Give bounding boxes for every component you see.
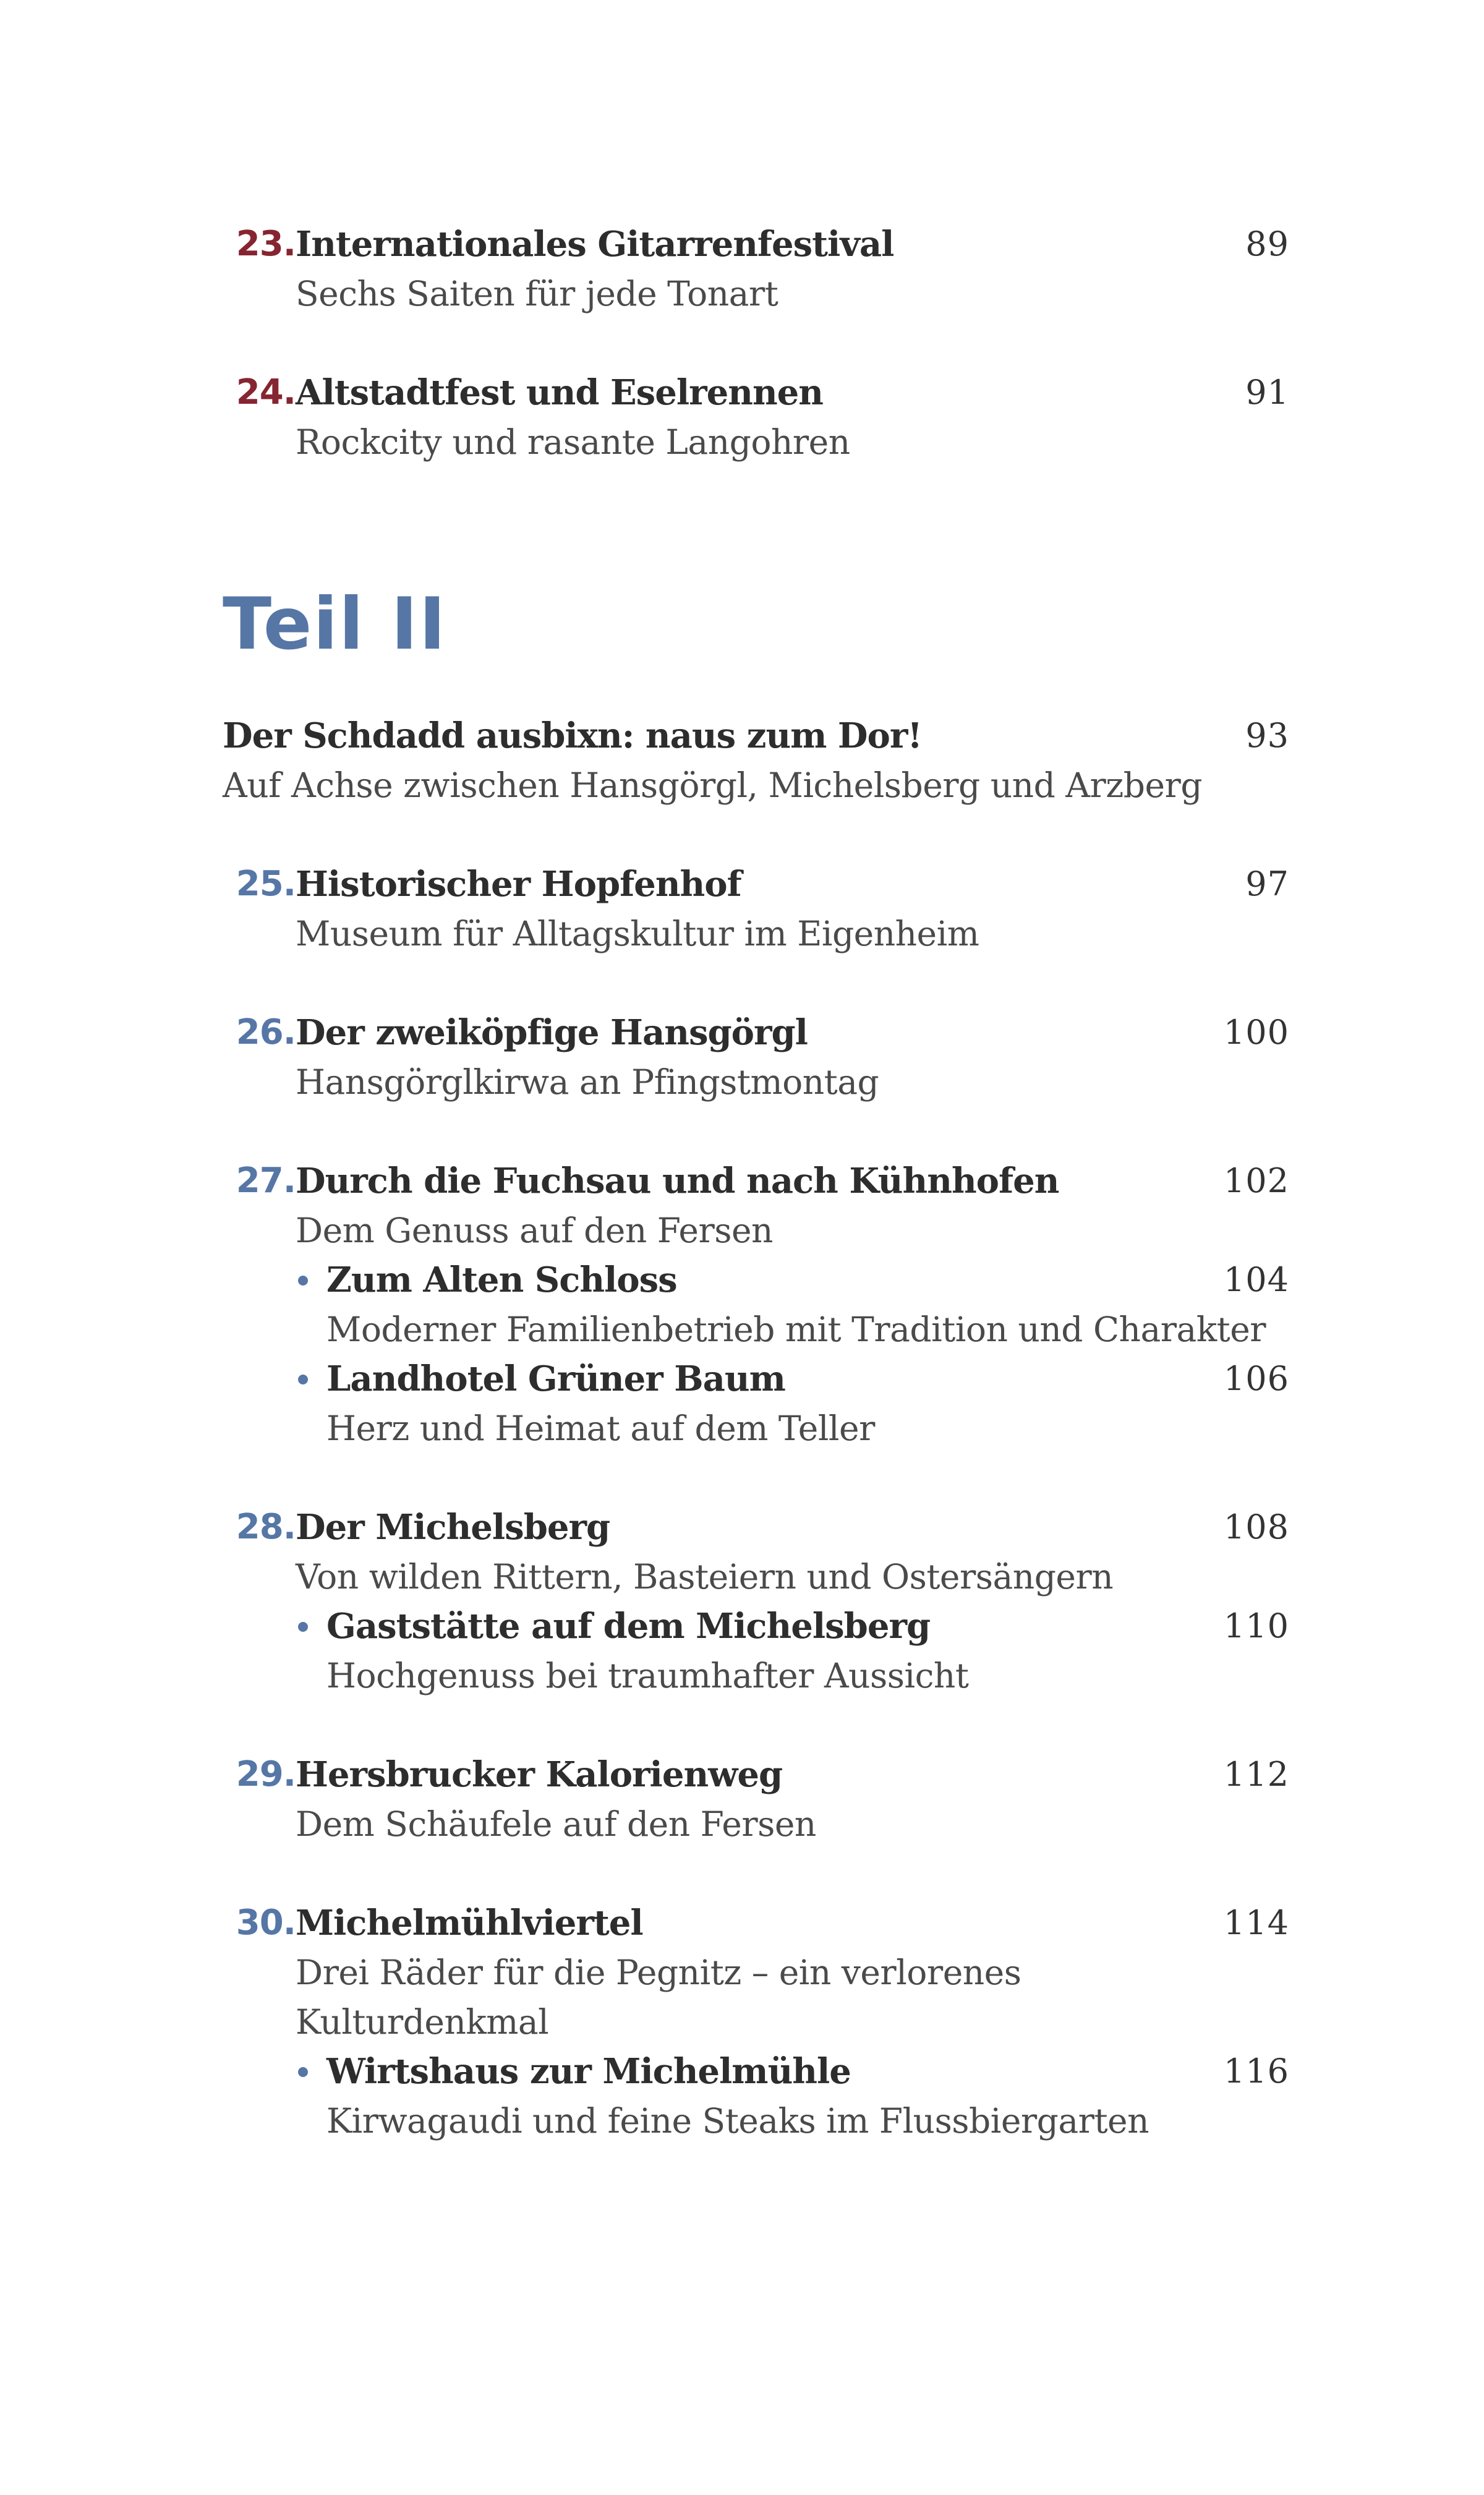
chapter-title: Der Michelsberg [296, 1507, 610, 1548]
page-number: 114 [1223, 1903, 1289, 1942]
chapter-number: 24. [236, 372, 296, 412]
sub-entry-title: Wirtshaus zur Michelmühle [326, 2051, 851, 2092]
toc-entry-29[interactable] [223, 1750, 1289, 1844]
page-number: 112 [1223, 1755, 1289, 1794]
sub-entry-landhotel-gruener-baum[interactable] [223, 1354, 1289, 1404]
page-number: 102 [1223, 1161, 1289, 1200]
chapter-number: 26. [236, 1012, 296, 1052]
toc-entry-23[interactable] [223, 220, 1289, 313]
toc-entry-header [223, 1008, 1289, 1057]
page-number: 89 [1245, 224, 1289, 263]
chapter-title: Altstadtfest und Eselrennen [296, 372, 824, 413]
chapter-title: Hersbrucker Kalorienweg [296, 1754, 783, 1795]
page-number: 108 [1223, 1508, 1289, 1546]
page-number: 97 [1245, 864, 1289, 903]
chapter-number: 27. [236, 1161, 296, 1201]
chapter-title: Durch die Fuchsau und nach Kühnhofen [296, 1161, 1059, 1201]
chapter-subtitle: Drei Räder für die Pegnitz – ein verlorenes [296, 1953, 1021, 1992]
bullet-icon [298, 1622, 308, 1632]
page-number: 116 [1223, 2052, 1289, 2091]
chapter-number: 30. [236, 1903, 296, 1943]
chapter-subtitle: Museum für Alltagskultur im Eigenheim [296, 914, 979, 953]
toc-entry-25[interactable] [223, 859, 1289, 953]
chapter-number: 28. [236, 1507, 296, 1547]
chapter-title: Michelmühlviertel [296, 1903, 643, 1943]
toc-entry-header [223, 368, 1289, 417]
toc-entry-header [223, 711, 1289, 761]
toc-entry-26[interactable] [223, 1008, 1289, 1102]
sub-entry-wirtshaus-michelmuehle[interactable] [223, 2047, 1289, 2096]
sub-entry-gaststaette-michelsberg[interactable] [223, 1601, 1289, 1651]
page-number: 106 [1223, 1359, 1289, 1398]
bullet-icon [298, 1276, 308, 1286]
chapter-title: Der zweiköpfige Hansgörgl [296, 1012, 808, 1053]
chapter-subtitle: Dem Schäufele auf den Fersen [296, 1804, 816, 1844]
page-number: 91 [1245, 373, 1289, 412]
toc-entry-header [223, 1503, 1289, 1552]
toc-entry-header [223, 220, 1289, 269]
chapter-title: Historischer Hopfenhof [296, 864, 741, 905]
chapter-number: 25. [236, 864, 296, 904]
chapter-subtitle: Dem Genuss auf den Fersen [296, 1211, 773, 1250]
section-title: Der Schdadd ausbixn: naus zum Dor! [223, 715, 922, 756]
chapter-title: Internationales Gitarrenfestival [296, 224, 894, 265]
toc-entry-header [223, 1750, 1289, 1799]
page-number: 110 [1223, 1606, 1289, 1645]
chapter-subtitle-continued: Kulturdenkmal [296, 2002, 549, 2042]
chapter-subtitle: Hansgörglkirwa an Pfingstmontag [296, 1062, 879, 1102]
page-number: 100 [1223, 1013, 1289, 1052]
bullet-icon [298, 2067, 308, 2077]
toc-entry-header [223, 1156, 1289, 1206]
page-number: 93 [1245, 716, 1289, 755]
toc-entry-27[interactable] [223, 1156, 1289, 1448]
chapter-subtitle: Sechs Saiten für jede Tonart [296, 274, 778, 313]
bullet-icon [298, 1375, 308, 1384]
sub-entry-subtitle: Hochgenuss bei traumhafter Aussicht [326, 1656, 969, 1695]
sub-entry-subtitle: Herz und Heimat auf dem Teller [326, 1409, 875, 1448]
section-subtitle: Auf Achse zwischen Hansgörgl, Michelsberg und Arzberg [223, 766, 1203, 805]
chapter-number: 23. [236, 224, 296, 264]
toc-entry-header [223, 859, 1289, 909]
sub-entry-subtitle: Moderner Familienbetrieb mit Tradition und Charakter [326, 1310, 1266, 1349]
chapter-number: 29. [236, 1754, 296, 1794]
sub-entry-zum-alten-schloss[interactable] [223, 1255, 1289, 1305]
sub-entry-title: Gaststätte auf dem Michelsberg [326, 1606, 931, 1647]
toc-entry-24[interactable] [223, 368, 1289, 462]
sub-entry-title: Zum Alten Schloss [326, 1260, 677, 1300]
sub-entry-title: Landhotel Grüner Baum [326, 1358, 785, 1399]
toc-entry-30[interactable] [223, 1898, 1289, 2141]
toc-entry-header [223, 1898, 1289, 1948]
toc-entry-28[interactable] [223, 1503, 1289, 1695]
chapter-subtitle: Von wilden Rittern, Basteiern und Ostersängern [296, 1557, 1114, 1597]
sub-entry-subtitle: Kirwagaudi und feine Steaks im Flussbiergarten [326, 2101, 1149, 2141]
part-heading: Teil II [223, 582, 447, 666]
toc-entry-intro[interactable] [223, 711, 1289, 805]
chapter-subtitle: Rockcity und rasante Langohren [296, 422, 850, 462]
page-number: 104 [1223, 1260, 1289, 1299]
